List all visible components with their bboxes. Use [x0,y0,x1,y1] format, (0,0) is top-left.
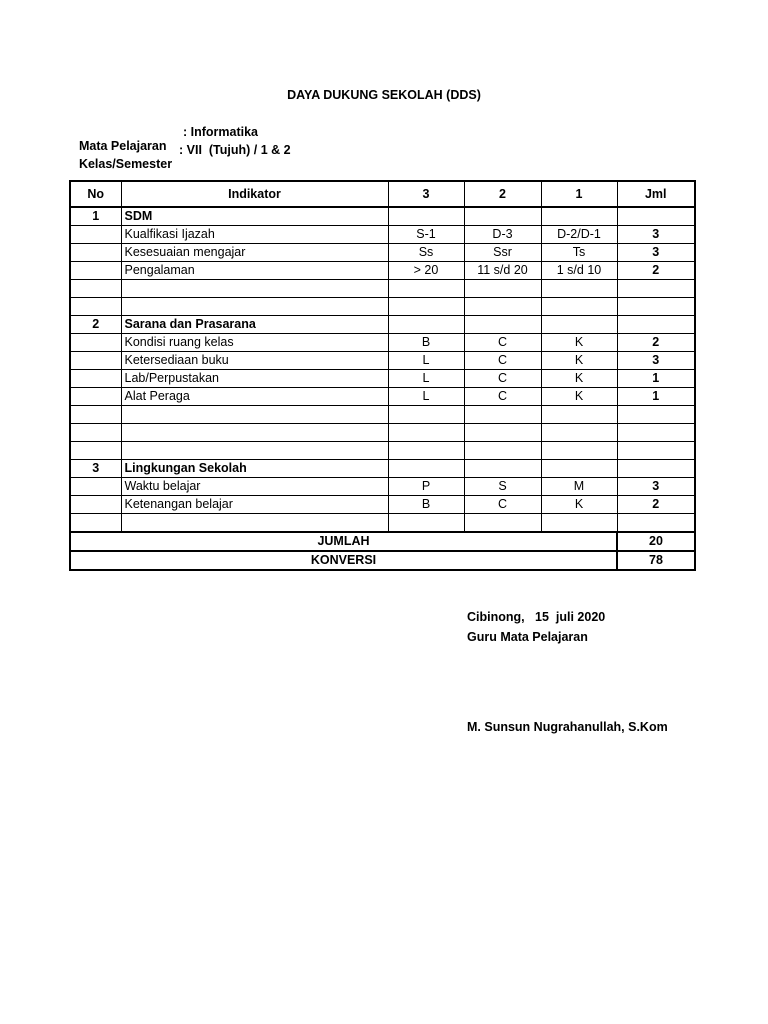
cell-indikator: Waktu belajar [121,478,388,496]
cell-score-3 [388,460,464,478]
cell-no [70,514,121,533]
table-row [70,207,695,226]
cell-indikator: Sarana dan Prasarana [121,316,388,334]
cell-score-2 [464,424,541,442]
cell-score-2 [464,207,541,226]
cell-no [70,334,121,352]
cell-indikator: Kualfikasi Ijazah [121,226,388,244]
cell-score-2: C [464,334,541,352]
cell-no [70,298,121,316]
cell-score-1 [541,298,617,316]
cell-score-2 [464,514,541,533]
document-title: DAYA DUKUNG SEKOLAH (DDS) [287,88,481,102]
cell-jml [617,424,695,442]
header-score-2: 2 [464,181,541,207]
table-row [70,442,695,460]
cell-score-1 [541,514,617,533]
cell-score-3: S-1 [388,226,464,244]
cell-indikator [121,424,388,442]
cell-score-3: B [388,334,464,352]
cell-no: 1 [70,207,121,226]
table-row [70,460,695,478]
cell-jml [617,460,695,478]
cell-score-1: Ts [541,244,617,262]
cell-score-3 [388,280,464,298]
cell-jml: 2 [617,262,695,280]
cell-score-2 [464,280,541,298]
konversi-label: KONVERSI [70,551,617,570]
table-row [70,244,695,262]
cell-score-2: C [464,352,541,370]
cell-score-3 [388,298,464,316]
cell-score-2: 11 s/d 20 [464,262,541,280]
cell-no: 2 [70,316,121,334]
cell-no [70,388,121,406]
jumlah-row [70,532,695,551]
cell-no [70,280,121,298]
cell-score-3 [388,406,464,424]
cell-no [70,370,121,388]
header-no: No [70,181,121,207]
cell-indikator: Kondisi ruang kelas [121,334,388,352]
cell-score-2: S [464,478,541,496]
cell-no [70,226,121,244]
cell-score-2: C [464,496,541,514]
cell-score-1 [541,460,617,478]
cell-indikator: Ketersediaan buku [121,352,388,370]
cell-indikator [121,442,388,460]
cell-indikator: Kesesuaian mengajar [121,244,388,262]
cell-jml: 1 [617,388,695,406]
class-label: Kelas/Semester [78,157,173,171]
cell-score-2 [464,316,541,334]
table-row [70,226,695,244]
cell-no [70,406,121,424]
cell-jml: 3 [617,478,695,496]
cell-score-1 [541,280,617,298]
table-row [70,352,695,370]
jumlah-value: 20 [617,532,695,551]
cell-score-2 [464,298,541,316]
cell-jml: 2 [617,496,695,514]
cell-indikator: Alat Peraga [121,388,388,406]
cell-indikator: Lingkungan Sekolah [121,460,388,478]
signer-role: Guru Mata Pelajaran [467,630,588,644]
table-row [70,370,695,388]
cell-score-1 [541,424,617,442]
cell-score-3: B [388,496,464,514]
dds-table [69,180,696,571]
cell-no [70,244,121,262]
cell-indikator [121,298,388,316]
cell-no [70,478,121,496]
cell-jml: 3 [617,244,695,262]
cell-no [70,352,121,370]
cell-score-3 [388,316,464,334]
cell-score-2 [464,442,541,460]
konversi-value: 78 [617,551,695,570]
cell-jml [617,207,695,226]
cell-no [70,262,121,280]
cell-score-2: C [464,388,541,406]
table-row [70,388,695,406]
cell-score-1 [541,406,617,424]
subject-value: : Informatika [183,125,259,139]
cell-jml [617,442,695,460]
cell-jml: 3 [617,226,695,244]
cell-indikator [121,406,388,424]
table-row [70,298,695,316]
cell-no [70,442,121,460]
cell-score-2 [464,406,541,424]
cell-jml [617,514,695,533]
class-value: : VII (Tujuh) / 1 & 2 [179,143,291,157]
cell-score-2: Ssr [464,244,541,262]
cell-jml: 1 [617,370,695,388]
cell-indikator [121,280,388,298]
cell-jml [617,280,695,298]
cell-jml [617,406,695,424]
header-indikator: Indikator [121,181,388,207]
cell-score-3 [388,442,464,460]
cell-score-3: L [388,370,464,388]
cell-score-2: D-3 [464,226,541,244]
table-row [70,424,695,442]
cell-jml [617,298,695,316]
cell-score-3: L [388,388,464,406]
cell-score-3 [388,424,464,442]
jumlah-label: JUMLAH [70,532,617,551]
table-row [70,316,695,334]
cell-score-1 [541,316,617,334]
cell-score-3: Ss [388,244,464,262]
cell-score-1: M [541,478,617,496]
table-row [70,262,695,280]
cell-score-1: K [541,334,617,352]
cell-no [70,424,121,442]
cell-indikator: Ketenangan belajar [121,496,388,514]
class-row [72,143,291,185]
signer-name: M. Sunsun Nugrahanullah, S.Kom [467,720,668,734]
header-score-3: 3 [388,181,464,207]
header-jml: Jml [617,181,695,207]
place-date: Cibinong, 15 juli 2020 [467,610,606,624]
cell-indikator: Lab/Perpustakan [121,370,388,388]
cell-jml: 3 [617,352,695,370]
table-row [70,514,695,533]
table-row [70,496,695,514]
subject-label: Mata Pelajaran [78,139,167,153]
cell-score-1: D-2/D-1 [541,226,617,244]
table-row [70,280,695,298]
table-row [70,334,695,352]
cell-score-3: > 20 [388,262,464,280]
cell-score-3: L [388,352,464,370]
cell-score-1: K [541,496,617,514]
konversi-row [70,551,695,570]
table-body [70,207,695,532]
cell-jml: 2 [617,334,695,352]
cell-score-1 [541,207,617,226]
cell-no: 3 [70,460,121,478]
cell-score-1: K [541,370,617,388]
cell-jml [617,316,695,334]
cell-score-1: 1 s/d 10 [541,262,617,280]
cell-score-1: K [541,352,617,370]
cell-score-2: C [464,370,541,388]
cell-indikator [121,514,388,533]
cell-score-1 [541,442,617,460]
cell-indikator: Pengalaman [121,262,388,280]
cell-score-3: P [388,478,464,496]
cell-score-3 [388,514,464,533]
cell-score-2 [464,460,541,478]
table-header-row [70,181,695,207]
header-score-1: 1 [541,181,617,207]
table-row [70,406,695,424]
table-row [70,478,695,496]
cell-no [70,496,121,514]
cell-score-3 [388,207,464,226]
cell-score-1: K [541,388,617,406]
cell-indikator: SDM [121,207,388,226]
